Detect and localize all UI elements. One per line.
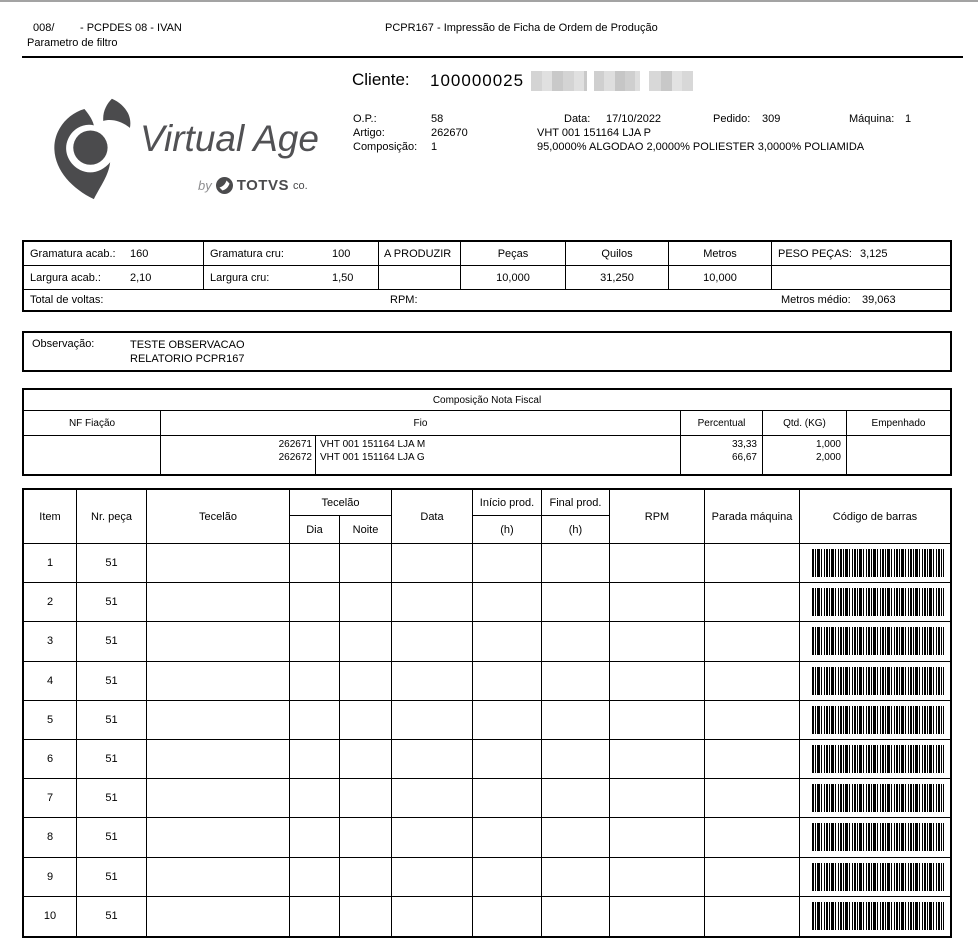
date-label: Data: — [564, 113, 591, 125]
parada-cell — [705, 544, 800, 582]
fio-description: VHT 001 151164 LJA G — [320, 452, 425, 463]
tecelao-group-header: Tecelão — [290, 490, 392, 516]
composicao-value: 1 — [431, 141, 438, 153]
metros-medio-value: 39,063 — [862, 294, 896, 306]
nr-peca-cell: 51 — [77, 740, 147, 778]
noite-cell — [340, 740, 392, 778]
nf-composition-table — [22, 388, 952, 476]
client-name-redacted — [531, 71, 693, 91]
dia-cell — [290, 740, 340, 778]
maquina-value: 1 — [905, 113, 912, 125]
parada-cell — [705, 701, 800, 739]
a-produzir-label: A PRODUZIR — [384, 247, 452, 260]
data-cell — [392, 622, 473, 660]
largura-acab-value: 2,10 — [130, 271, 152, 284]
parada-maquina-header: Parada máquina — [705, 490, 800, 543]
nf-table-title: Composição Nota Fiscal — [24, 390, 950, 411]
inicio-hours-header: (h) — [473, 516, 542, 543]
barcode-image — [812, 823, 944, 851]
tecelao-cell — [147, 662, 290, 700]
barcode-cell — [800, 701, 950, 739]
final-cell — [542, 818, 610, 856]
production-info-table — [22, 240, 952, 312]
client-code: 100000025 — [430, 71, 525, 90]
op-value: 58 — [431, 113, 444, 125]
barcode-cell — [800, 740, 950, 778]
nr-peca-cell: 51 — [77, 583, 147, 621]
item-cell: 1 — [24, 544, 77, 582]
composicao-label: Composição: — [353, 141, 418, 153]
item-cell: 4 — [24, 662, 77, 700]
data-cell — [392, 779, 473, 817]
fio-code: 262671 — [278, 439, 312, 450]
codigo-barras-header: Código de barras — [832, 510, 918, 523]
item-cell: 10 — [24, 897, 77, 936]
data-header: Data — [392, 490, 473, 543]
nf-table-header — [24, 411, 950, 436]
pecas-header: Peças — [497, 247, 529, 260]
rpm-cell — [610, 740, 705, 778]
pecas-value: 10,000 — [496, 271, 530, 284]
virtual-age-logo-icon — [50, 97, 136, 200]
parada-cell — [705, 779, 800, 817]
final-hours-header: (h) — [542, 516, 610, 543]
nr-peca-cell: 51 — [77, 701, 147, 739]
production-row — [24, 544, 950, 583]
nr-peca-header: Nr. peça — [77, 490, 147, 543]
noite-header: Noite — [340, 516, 392, 543]
noite-cell — [340, 858, 392, 896]
client-label: Cliente: — [352, 70, 410, 89]
rpm-cell — [610, 544, 705, 582]
barcode-cell — [800, 818, 950, 856]
barcode-cell — [800, 622, 950, 660]
virtual-age-wordmark: Virtual Age — [140, 118, 319, 159]
noite-cell — [340, 622, 392, 660]
artigo-label: Artigo: — [353, 127, 385, 139]
data-cell — [392, 662, 473, 700]
nf-fiacao-column — [24, 436, 161, 474]
gramatura-cru-value: 100 — [332, 247, 351, 260]
final-cell — [542, 858, 610, 896]
nr-peca-cell: 51 — [77, 818, 147, 856]
metros-value: 10,000 — [703, 271, 737, 284]
dia-cell — [290, 858, 340, 896]
empenhado-header: Empenhado — [871, 417, 926, 429]
rpm-cell — [610, 818, 705, 856]
tecelao-cell — [147, 740, 290, 778]
totvs-icon — [216, 177, 233, 194]
parada-cell — [705, 583, 800, 621]
production-row — [24, 583, 950, 622]
item-cell: 2 — [24, 583, 77, 621]
rpm-cell — [610, 701, 705, 739]
fio-code: 262672 — [278, 452, 312, 463]
percentual-value: 33,33 — [731, 439, 757, 450]
final-cell — [542, 583, 610, 621]
inicio-cell — [473, 818, 542, 856]
inicio-cell — [473, 858, 542, 896]
tecelao-header: Tecelão — [147, 490, 290, 543]
rpm-label: RPM: — [390, 294, 418, 306]
inicio-cell — [473, 662, 542, 700]
totvs-byline — [198, 177, 308, 194]
fio-desc-column — [316, 436, 681, 474]
dia-cell — [290, 662, 340, 700]
production-row — [24, 740, 950, 779]
rpm-cell — [610, 779, 705, 817]
dia-cell — [290, 583, 340, 621]
qtd-value: 2,000 — [815, 452, 841, 463]
quilos-value: 31,250 — [600, 271, 634, 284]
barcode-image — [812, 902, 944, 930]
barcode-image — [812, 745, 944, 773]
dia-header: Dia — [290, 516, 340, 543]
inicio-cell — [473, 544, 542, 582]
barcode-image — [812, 863, 944, 891]
inicio-cell — [473, 779, 542, 817]
inicio-cell — [473, 583, 542, 621]
nr-peca-cell: 51 — [77, 858, 147, 896]
percentual-column — [681, 436, 763, 474]
fio-description: VHT 001 151164 LJA M — [320, 439, 426, 450]
tecelao-cell — [147, 779, 290, 817]
gramatura-acab-value: 160 — [130, 247, 149, 260]
dia-cell — [290, 544, 340, 582]
final-cell — [542, 701, 610, 739]
parada-cell — [705, 897, 800, 936]
barcode-image — [812, 588, 944, 616]
total-voltas-label: Total de voltas: — [30, 294, 104, 306]
rpm-header: RPM — [610, 490, 705, 543]
page-top-edge — [0, 0, 978, 2]
tecelao-cell — [147, 544, 290, 582]
production-sheet-table — [22, 488, 952, 938]
metros-medio-label: Metros médio: — [781, 294, 851, 306]
percentual-header: Percentual — [681, 411, 763, 435]
dia-cell — [290, 897, 340, 936]
data-cell — [392, 701, 473, 739]
production-table-header — [24, 490, 950, 544]
nf-fiacao-header: NF Fiação — [24, 411, 161, 435]
gramatura-acab-label: Gramatura acab.: — [30, 247, 116, 260]
final-cell — [542, 622, 610, 660]
metros-header: Metros — [703, 247, 737, 260]
production-row — [24, 897, 950, 936]
item-header: Item — [24, 490, 77, 543]
quilos-header: Quilos — [601, 247, 633, 260]
inicio-cell — [473, 897, 542, 936]
item-cell: 5 — [24, 701, 77, 739]
rpm-cell — [610, 583, 705, 621]
tecelao-cell — [147, 858, 290, 896]
info-row-2 — [24, 266, 950, 290]
barcode-image — [812, 627, 944, 655]
production-table-body — [24, 544, 950, 936]
artigo-value: 262670 — [431, 127, 468, 139]
nr-peca-cell: 51 — [77, 897, 147, 936]
barcode-image — [812, 706, 944, 734]
observacao-label: Observação: — [32, 338, 95, 350]
noite-cell — [340, 897, 392, 936]
tecelao-cell — [147, 583, 290, 621]
pedido-value: 309 — [762, 113, 781, 125]
largura-cru-value: 1,50 — [332, 271, 354, 284]
report-code: 008/ — [33, 22, 55, 34]
barcode-image — [812, 667, 944, 695]
item-cell: 3 — [24, 622, 77, 660]
rpm-cell — [610, 858, 705, 896]
by-label: by — [198, 178, 212, 193]
nr-peca-cell: 51 — [77, 662, 147, 700]
production-row — [24, 662, 950, 701]
empenhado-column — [847, 436, 950, 474]
barcode-cell — [800, 662, 950, 700]
qtd-kg-header: Qtd. (KG) — [763, 411, 847, 435]
date-value: 17/10/2022 — [606, 113, 662, 125]
barcode-cell — [800, 544, 950, 582]
item-cell: 9 — [24, 858, 77, 896]
parada-cell — [705, 622, 800, 660]
tecelao-cell — [147, 818, 290, 856]
rpm-cell — [610, 897, 705, 936]
dia-cell — [290, 622, 340, 660]
data-cell — [392, 544, 473, 582]
parada-cell — [705, 662, 800, 700]
inicio-prod-header: Início prod. — [473, 490, 542, 516]
production-row — [24, 818, 950, 857]
observacao-line-1: TESTE OBSERVACAO — [130, 339, 245, 351]
observacao-box — [22, 331, 952, 372]
data-cell — [392, 740, 473, 778]
info-row-3 — [24, 290, 950, 310]
data-cell — [392, 583, 473, 621]
totvs-label: TOTVS — [236, 177, 289, 194]
parada-cell — [705, 740, 800, 778]
composicao-description: 95,0000% ALGODAO 2,0000% POLIESTER 3,0000% POLIAMIDA — [537, 141, 865, 153]
inicio-cell — [473, 622, 542, 660]
percentual-value: 66,67 — [731, 452, 757, 463]
op-label: O.P.: — [353, 113, 377, 125]
production-row — [24, 858, 950, 897]
data-cell — [392, 897, 473, 936]
noite-cell — [340, 583, 392, 621]
final-cell — [542, 779, 610, 817]
production-row — [24, 701, 950, 740]
dia-cell — [290, 779, 340, 817]
barcode-image — [812, 784, 944, 812]
barcode-cell — [800, 583, 950, 621]
nr-peca-cell: 51 — [77, 779, 147, 817]
filter-parameter-label: Parametro de filtro — [27, 37, 118, 49]
item-cell: 7 — [24, 779, 77, 817]
fio-header: Fio — [161, 411, 681, 435]
final-cell — [542, 662, 610, 700]
nf-table-body — [24, 436, 950, 474]
observacao-line-2: RELATORIO PCPR167 — [130, 353, 245, 365]
nr-peca-cell: 51 — [77, 544, 147, 582]
item-cell: 8 — [24, 818, 77, 856]
report-title: PCPR167 - Impressão de Ficha de Ordem de Produção — [385, 22, 658, 34]
pedido-label: Pedido: — [713, 113, 751, 125]
final-cell — [542, 740, 610, 778]
barcode-image — [812, 549, 944, 577]
data-cell — [392, 858, 473, 896]
item-cell: 6 — [24, 740, 77, 778]
inicio-cell — [473, 701, 542, 739]
barcode-cell — [800, 897, 950, 936]
noite-cell — [340, 779, 392, 817]
maquina-label: Máquina: — [849, 113, 895, 125]
peso-pecas-value: 3,125 — [860, 247, 888, 260]
totvs-co-label: co. — [292, 179, 308, 192]
rpm-cell — [610, 662, 705, 700]
artigo-description: VHT 001 151164 LJA P — [537, 127, 651, 139]
inicio-cell — [473, 740, 542, 778]
barcode-cell — [800, 858, 950, 896]
tecelao-cell — [147, 622, 290, 660]
noite-cell — [340, 701, 392, 739]
dia-cell — [290, 818, 340, 856]
info-row-1 — [24, 242, 950, 266]
tecelao-cell — [147, 897, 290, 936]
noite-cell — [340, 662, 392, 700]
gramatura-cru-label: Gramatura cru: — [210, 247, 284, 260]
report-unit: - PCPDES 08 - IVAN — [80, 22, 182, 34]
parada-cell — [705, 818, 800, 856]
barcode-cell — [800, 779, 950, 817]
noite-cell — [340, 544, 392, 582]
parada-cell — [705, 858, 800, 896]
dia-cell — [290, 701, 340, 739]
data-cell — [392, 818, 473, 856]
production-row — [24, 622, 950, 661]
qtd-value: 1,000 — [815, 439, 841, 450]
rpm-cell — [610, 622, 705, 660]
nr-peca-cell: 51 — [77, 622, 147, 660]
fio-code-column — [161, 436, 316, 474]
final-cell — [542, 897, 610, 936]
peso-pecas-label: PESO PEÇAS: — [778, 247, 852, 260]
header-rule — [22, 56, 963, 58]
final-prod-header: Final prod. — [542, 490, 610, 516]
final-cell — [542, 544, 610, 582]
noite-cell — [340, 818, 392, 856]
tecelao-cell — [147, 701, 290, 739]
largura-cru-label: Largura cru: — [210, 271, 270, 284]
production-row — [24, 779, 950, 818]
largura-acab-label: Largura acab.: — [30, 271, 101, 284]
qtd-column — [763, 436, 847, 474]
